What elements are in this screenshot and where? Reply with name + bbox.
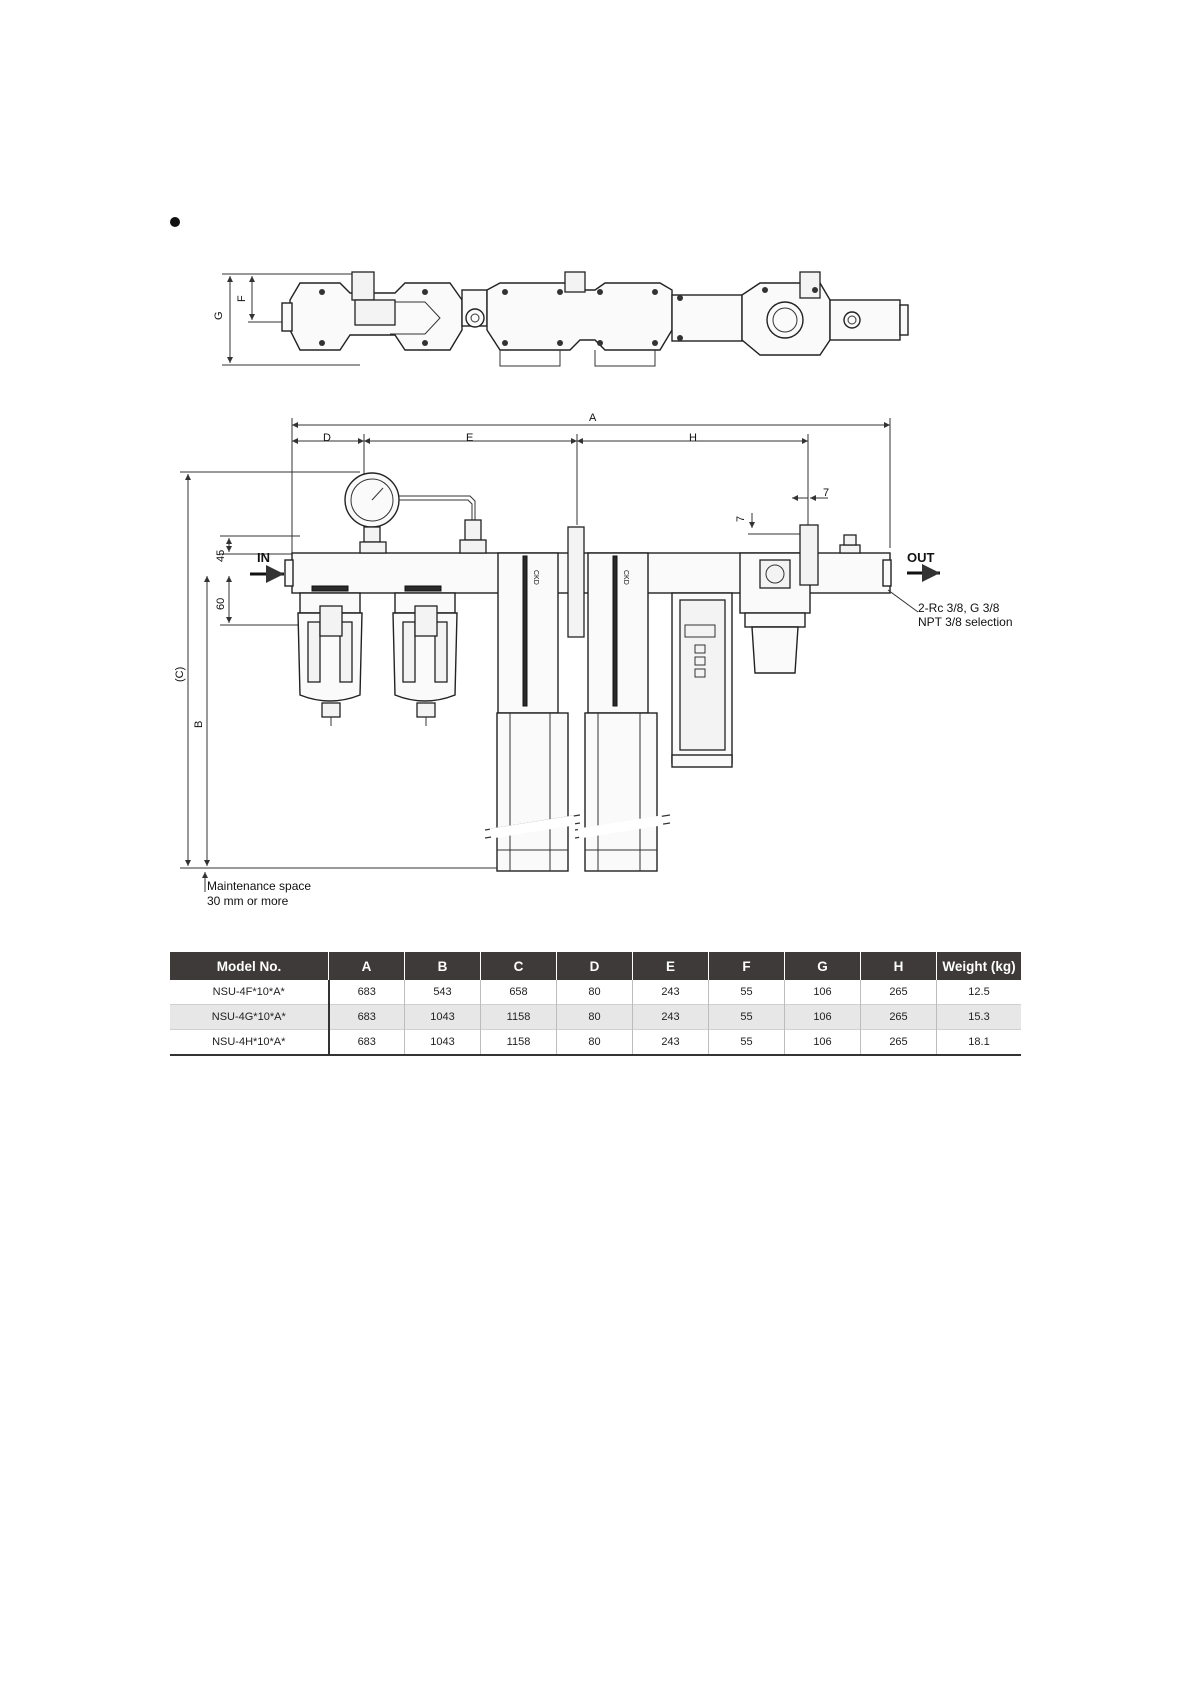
cell-g: 106 xyxy=(785,1005,861,1030)
col-header-d: D xyxy=(557,952,633,980)
dim-label-e: E xyxy=(466,432,474,444)
maintenance-note-line2: 30 mm or more xyxy=(207,894,289,908)
cell-a: 683 xyxy=(329,1030,405,1056)
dim-label-45: 45 xyxy=(215,549,227,562)
cell-g: 106 xyxy=(785,980,861,1005)
cell-model: NSU-4H*10*A* xyxy=(170,1030,329,1056)
cell-d: 80 xyxy=(557,1030,633,1056)
dim-label-h: H xyxy=(689,432,697,444)
col-header-f: F xyxy=(709,952,785,980)
table-header-row xyxy=(170,952,1021,980)
cell-d: 80 xyxy=(557,980,633,1005)
cell-a: 683 xyxy=(329,1005,405,1030)
cell-d: 80 xyxy=(557,1005,633,1030)
cell-a: 683 xyxy=(329,980,405,1005)
col-header-b: B xyxy=(405,952,481,980)
dim-label-7-vertical: 7 xyxy=(735,515,747,522)
cell-model: NSU-4F*10*A* xyxy=(212,986,285,998)
dim-label-g: G xyxy=(213,311,225,320)
brand-label-2: CKD xyxy=(622,570,629,585)
cell-e: 243 xyxy=(633,1005,709,1030)
col-header-g: G xyxy=(785,952,861,980)
cell-e: 243 xyxy=(633,980,709,1005)
dim-label-f: F xyxy=(236,295,248,302)
dim-label-a: A xyxy=(589,412,597,424)
cell-weight: 18.1 xyxy=(937,1030,1022,1056)
cell-weight: 15.3 xyxy=(937,1005,1022,1030)
col-header-weight: Weight (kg) xyxy=(937,952,1022,980)
dim-label-60: 60 xyxy=(215,597,227,610)
cell-e: 243 xyxy=(633,1030,709,1056)
cell-h: 265 xyxy=(861,1005,937,1030)
dim-label-c: (C) xyxy=(174,666,186,682)
cell-h: 265 xyxy=(861,1030,937,1056)
cell-c: 1158 xyxy=(481,1005,557,1030)
col-header-e: E xyxy=(633,952,709,980)
maintenance-note-line1: Maintenance space xyxy=(207,879,312,893)
cell-h: 265 xyxy=(861,980,937,1005)
cell-f: 55 xyxy=(709,1030,785,1056)
cell-model: NSU-4G*10*A* xyxy=(170,1005,329,1030)
cell-f: 55 xyxy=(709,980,785,1005)
port-note-line1: 2-Rc 3/8, G 3/8 xyxy=(918,601,1000,615)
port-note-line2: NPT 3/8 selection xyxy=(918,615,1013,629)
dim-label-b: B xyxy=(193,720,205,728)
cell-weight: 12.5 xyxy=(937,980,1022,1005)
front-view xyxy=(174,412,1013,908)
top-view xyxy=(213,272,908,366)
cell-b: 1043 xyxy=(405,1030,481,1056)
dim-label-d: D xyxy=(323,432,331,444)
col-header-model: Model No. xyxy=(170,952,329,980)
out-label: OUT xyxy=(907,550,935,565)
col-header-h: H xyxy=(861,952,937,980)
cell-b: 543 xyxy=(405,980,481,1005)
table-row xyxy=(170,1005,1021,1030)
col-header-c: C xyxy=(481,952,557,980)
table-row xyxy=(170,1030,1021,1056)
dimension-table xyxy=(170,952,1021,1056)
dim-label-7-horizontal: 7 xyxy=(823,487,830,499)
cell-c: 658 xyxy=(481,980,557,1005)
cell-c: 1158 xyxy=(481,1030,557,1056)
cell-g: 106 xyxy=(785,1030,861,1056)
cell-f: 55 xyxy=(709,1005,785,1030)
col-header-a: A xyxy=(329,952,405,980)
in-label: IN xyxy=(257,550,270,565)
table-row xyxy=(170,980,1021,1005)
cell-b: 1043 xyxy=(405,1005,481,1030)
brand-label-1: CKD xyxy=(532,570,539,585)
